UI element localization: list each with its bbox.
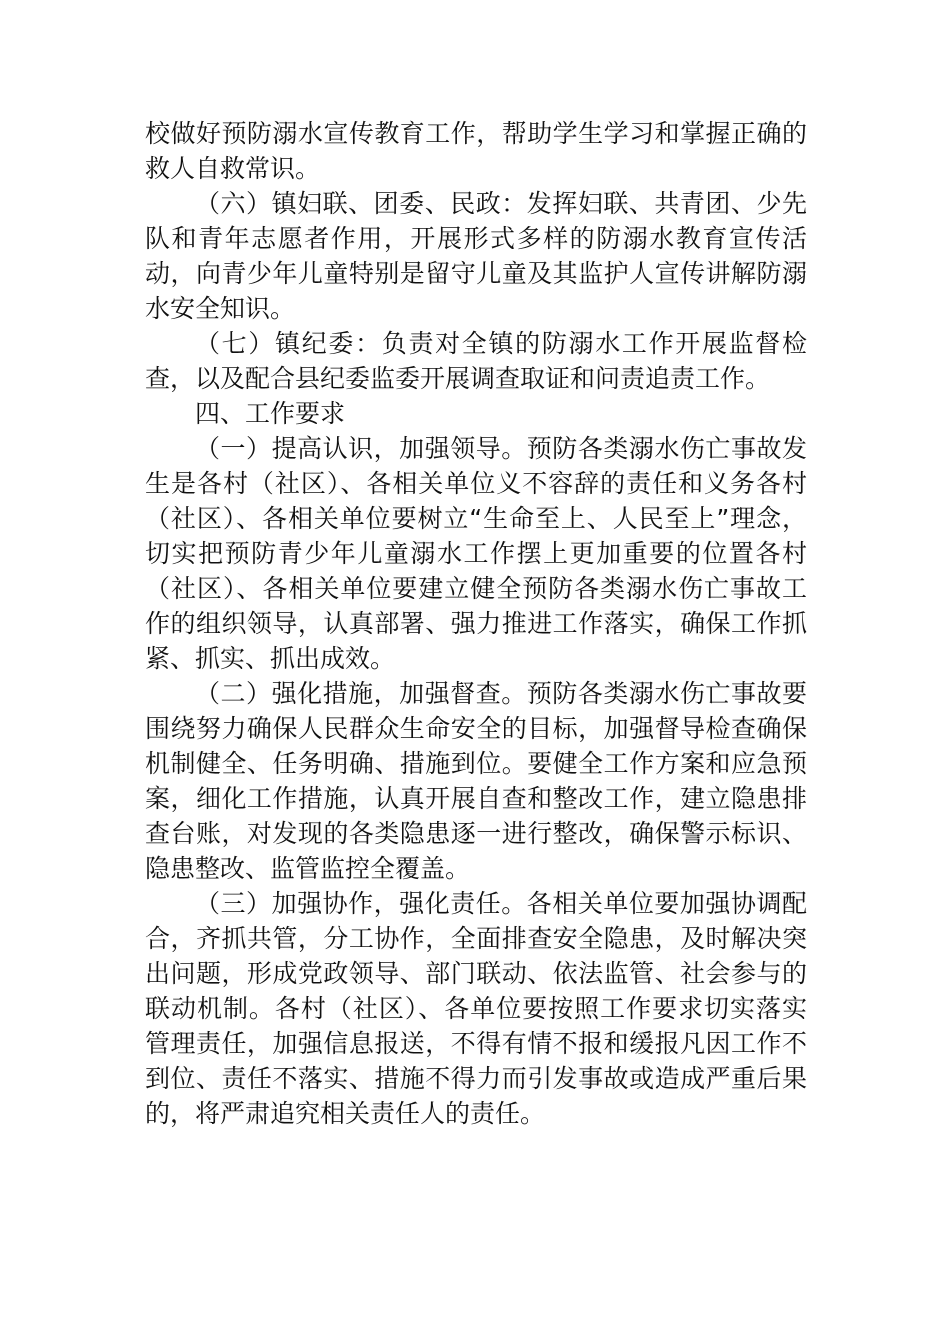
paragraph-requirement-3: （三）加强协作，强化责任。各相关单位要加强协调配合，齐抓共管，分工协作，全面排查安全隐患，及时解决突出问题，形成党政领导、部门联动、依法监管、社会参与的联动机制。各村（社区）、各单位要按照工作要求切实落实管理责任，加强信息报送，不得有情不报和缓报凡因工作不到位、责任不落实、措施不得力而引发事故或造成严重后果的，将严肃追究相关责任人的责任。 — [145, 889, 807, 1128]
paragraph-item-7: （七）镇纪委：负责对全镇的防溺水工作开展监督检查，以及配合县纪委监委开展调查取证和问责追责工作。 — [145, 329, 807, 393]
paragraph-continuation: 校做好预防溺水宣传教育工作，帮助学生学习和掌握正确的救人自救常识。 — [145, 119, 807, 183]
section-heading-work-requirements: 四、工作要求 — [195, 399, 346, 428]
paragraph-item-6: （六）镇妇联、团委、民政：发挥妇联、共青团、少先队和青年志愿者作用，开展形式多样的防溺水教育宣传活动，向青少年儿童特别是留守儿童及其监护人宣传讲解防溺水安全知识。 — [145, 189, 807, 323]
paragraph-requirement-2: （二）强化措施，加强督查。预防各类溺水伤亡事故要围绕努力确保人民群众生命安全的目标，加强督导检查确保机制健全、任务明确、措施到位。要健全工作方案和应急预案，细化工作措施，认真开展自查和整改工作，建立隐患排查台账，对发现的各类隐患逐一进行整改，确保警示标识、隐患整改、监管监控全覆盖。 — [145, 679, 807, 883]
paragraph-requirement-1: （一）提高认识，加强领导。预防各类溺水伤亡事故发生是各村（社区）、各相关单位义不容辞的责任和义务各村（社区）、各相关单位要树立“生命至上、人民至上”理念，切实把预防青少年儿童溺水工作摆上更加重要的位置各村（社区）、各相关单位要建立健全预防各类溺水伤亡事故工作的组织领导，认真部署、强力推进工作落实，确保工作抓紧、抓实、抓出成效。 — [145, 434, 807, 673]
document-body — [145, 116, 807, 1131]
